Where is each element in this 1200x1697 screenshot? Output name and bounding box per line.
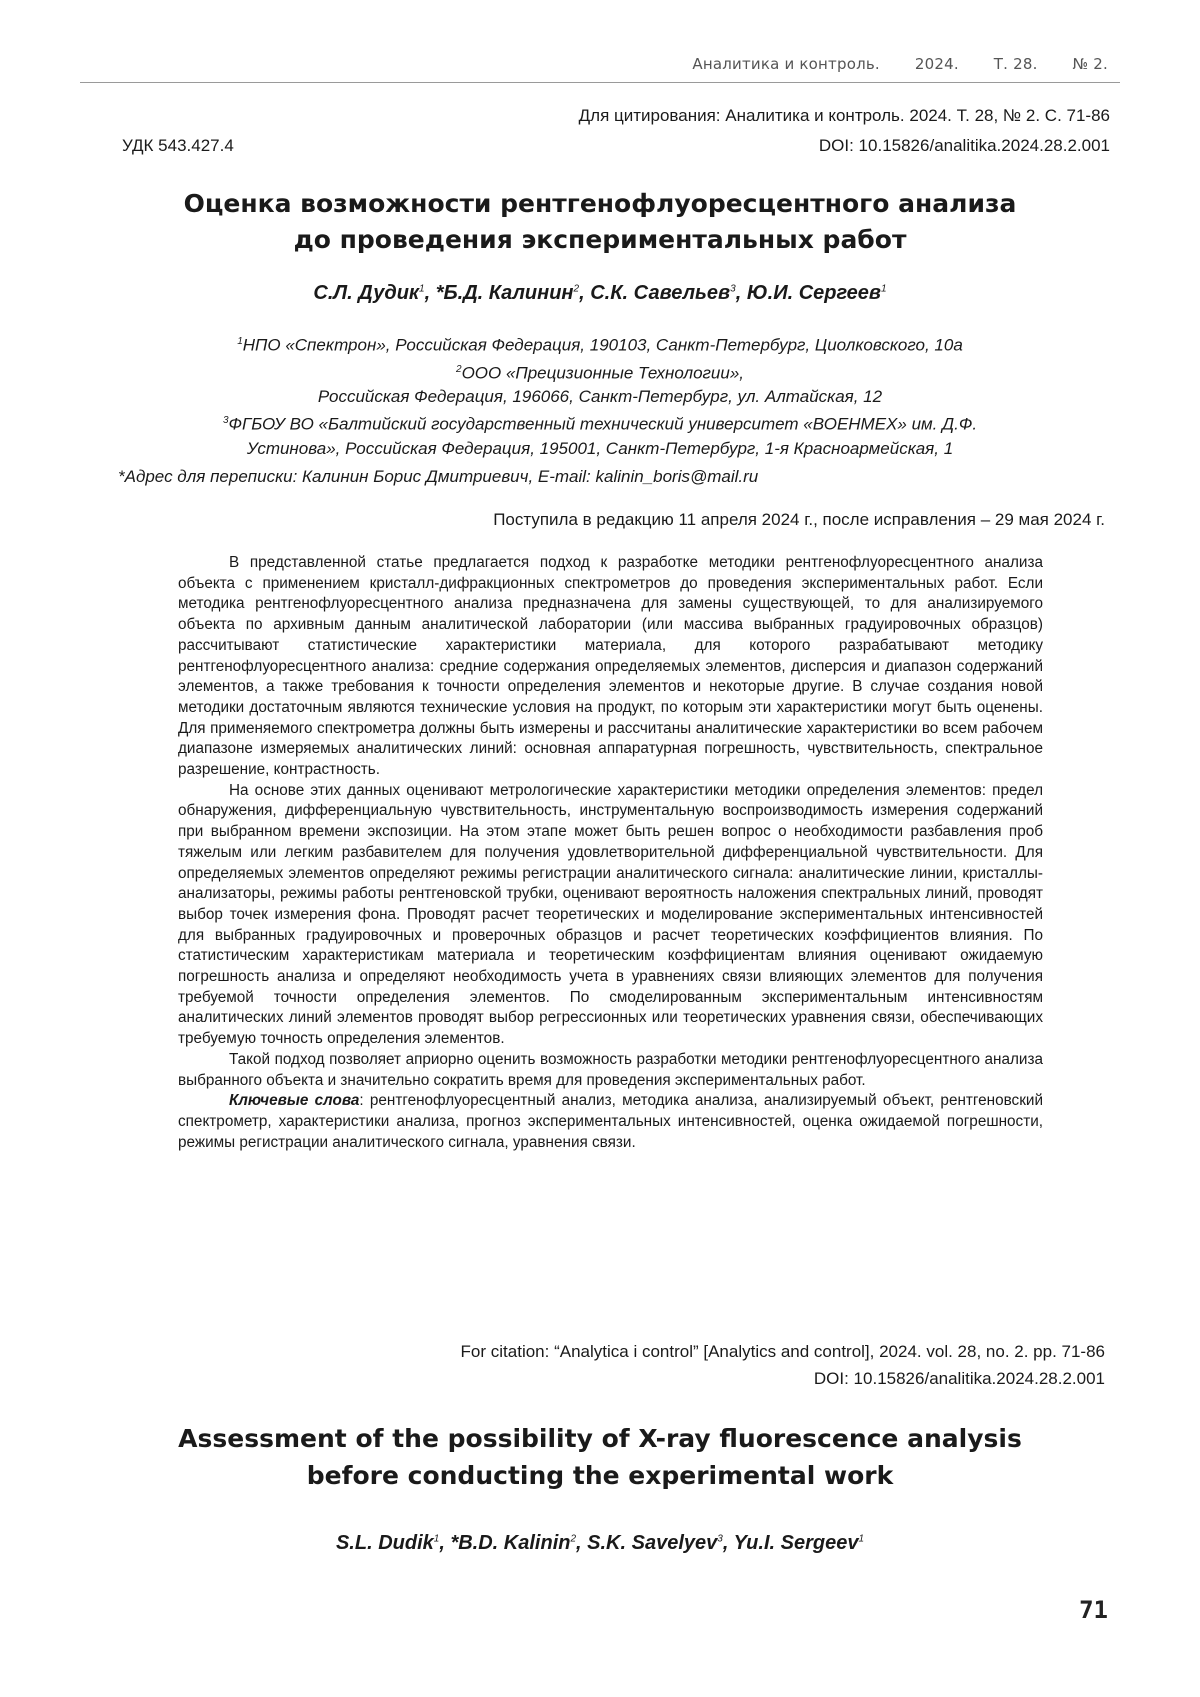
keywords-text: : рентгенофлуоресцентный анализ, методика анализа, анализируемый объект, рентгеновский спектрометр, характеристики анализа, прогноз экспериментальных интенсивностей, оценка ожидаемой погрешности, режимы регистрации аналитического сигнала, уравнения связи. (178, 1092, 1043, 1151)
keywords-label: Ключевые слова (229, 1092, 360, 1110)
header-divider (80, 82, 1120, 83)
abstract-paragraph-3: Такой подход позволяет априорно оценить возможность разработки методики рентгенофлуоресцентного анализа выбранного объекта и значительно сократить время для проведения экспериментальных работ. (178, 1050, 1043, 1089)
affiliation-3: $^3$ФГБОУ ВО «Балтийский государственный технический университет «ВОЕНМЕХ» им. Д.Ф. (222, 414, 978, 434)
article-title-ru (0, 186, 1200, 258)
journal-issue: № 2. (1072, 55, 1108, 73)
authors-en (0, 1532, 1200, 1555)
affiliation-1: $^1$НПО «Спектрон», Российская Федерация, 190103, Санкт-Петербург, Циолковского, 10а (237, 335, 963, 355)
author-ru: *Б.Д. Калинин$^2$, (435, 282, 591, 304)
keywords (178, 1091, 1043, 1153)
correspondence-address: *Адрес для переписки: Калинин Борис Дмитриевич, E-mail: kalinin_boris@mail.ru (118, 467, 759, 486)
journal-year: 2024. (914, 55, 959, 73)
author-ru: С.Л. Дудик$^1$, (313, 282, 436, 304)
received-dates: Поступила в редакцию 11 апреля 2024 г., после исправления – 29 мая 2024 г. (493, 510, 1105, 529)
affiliation-2-address: Российская Федерация, 196066, Санкт-Петербург, ул. Алтайская, 12 (317, 387, 883, 407)
udk-code: УДК 543.427.4 (122, 136, 234, 155)
affiliation-3-address: Устинова», Российская Федерация, 195001, Санкт-Петербург, 1-я Красноармейская, 1 (246, 438, 954, 458)
citation-en: For citation: “Analytica i control” [Analytics and control], 2024. vol. 28, no. 2. pp. 71-86 (460, 1342, 1105, 1361)
abstract-ru (178, 553, 1043, 1153)
title-en-line-1: Assessment of the possibility of X-ray fluorescence analysis (178, 1424, 1022, 1453)
affiliations (0, 330, 1200, 461)
abstract-paragraph-1: В представленной статье предлагается подход к разработке методики рентгенофлуоресцентного анализа объекта с применением кристалл-дифракционных спектрометров до проведения экспериментальных работ. Если методика рентгенофлуоресцентного анализа предназначена для замены существующей, то для анализируемого объекта по архивным данным аналитической лаборатории (или массива выбранных градуировочных образцов) рассчитывают статистические характеристики материала, для которого разрабатывают методику рентгенофлуоресцентного анализа: средние содержания определяемых элементов, дисперсия и диапазон содержаний элементов, а также требования к точности определения элементов и некоторые другие. В случае создания новой методики достаточным являются технические условия на продукт, по которым эти характеристики могут быть оценены. Для применяемого спектрометра должны быть измерены и рассчитаны аналитические характеристики во всем рабочем диапазоне измеряемых аналитических линий: основная аппаратурная погрешность, чувствительность, спектральное разрешение, контрастность. (178, 554, 1043, 779)
authors-ru (0, 282, 1200, 305)
author-en: S.K. Savelyev$^3$, (587, 1532, 734, 1554)
author-ru: С.К. Савельев$^3$, (590, 282, 747, 304)
title-en-line-2: before conducting the experimental work (306, 1461, 894, 1490)
title-ru-line-1: Оценка возможности рентгенофлуоресцентного анализа (183, 189, 1017, 218)
doi-ru: DOI: 10.15826/analitika.2024.28.2.001 (818, 136, 1110, 155)
journal-volume: Т. 28. (993, 55, 1038, 73)
citation-en-block (461, 1338, 1105, 1392)
author-en: *B.D. Kalinin$^2$, (450, 1532, 588, 1554)
journal-name: Аналитика и контроль. (692, 55, 880, 73)
affiliation-2: $^2$ООО «Прецизионные Технологии», (456, 363, 744, 383)
page-number: 71 (1079, 1596, 1108, 1624)
author-en: S.L. Dudik$^1$, (335, 1532, 451, 1554)
author-en: Yu.I. Sergeev$^1$ (733, 1532, 865, 1554)
running-head (692, 55, 1108, 73)
abstract-paragraph-2: На основе этих данных оценивают метрологические характеристики методики определения элементов: предел обнаружения, дифференциальную чувствительность, инструментальную воспроизводимость измерения содержаний при выбранном времени экспозиции. На этом этапе может быть решен вопрос о необходимости разбавления проб тяжелым или легким разбавителем для получения удовлетворительной дифференциальной чувствительности. Для определяемых элементов определяют режимы регистрации аналитического сигнала: аналитические линии, кристаллы-анализаторы, режимы работы рентгеновской трубки, оценивают вероятность наложения спектральных линий, проводят выбор точек измерения фона. Проводят расчет теоретических и моделирование экспериментальных интенсивностей для выбранных градуировочных и проверочных образцов и расчет теоретических коэффициентов влияния. По статистическим характеристикам материала и теоретическим коэффициентам влияния оценивают ожидаемую погрешность анализа и определяют необходимость учета в уравнениях связи влияющих элементов для получения требуемой точности определения элементов. По смоделированным экспериментальным интенсивностям аналитических линий элементов проводят выбор регрессионных или теоретических уравнения связи, обеспечивающих требуемую точность определения элементов. (178, 781, 1043, 1048)
article-title-en (0, 1420, 1200, 1494)
title-ru-line-2: до проведения экспериментальных работ (293, 225, 907, 254)
author-ru: Ю.И. Сергеев$^1$ (746, 282, 887, 304)
citation-ru: Для цитирования: Аналитика и контроль. 2024. Т. 28, № 2. С. 71-86 (578, 106, 1110, 125)
doi-en: DOI: 10.15826/analitika.2024.28.2.001 (813, 1369, 1105, 1388)
